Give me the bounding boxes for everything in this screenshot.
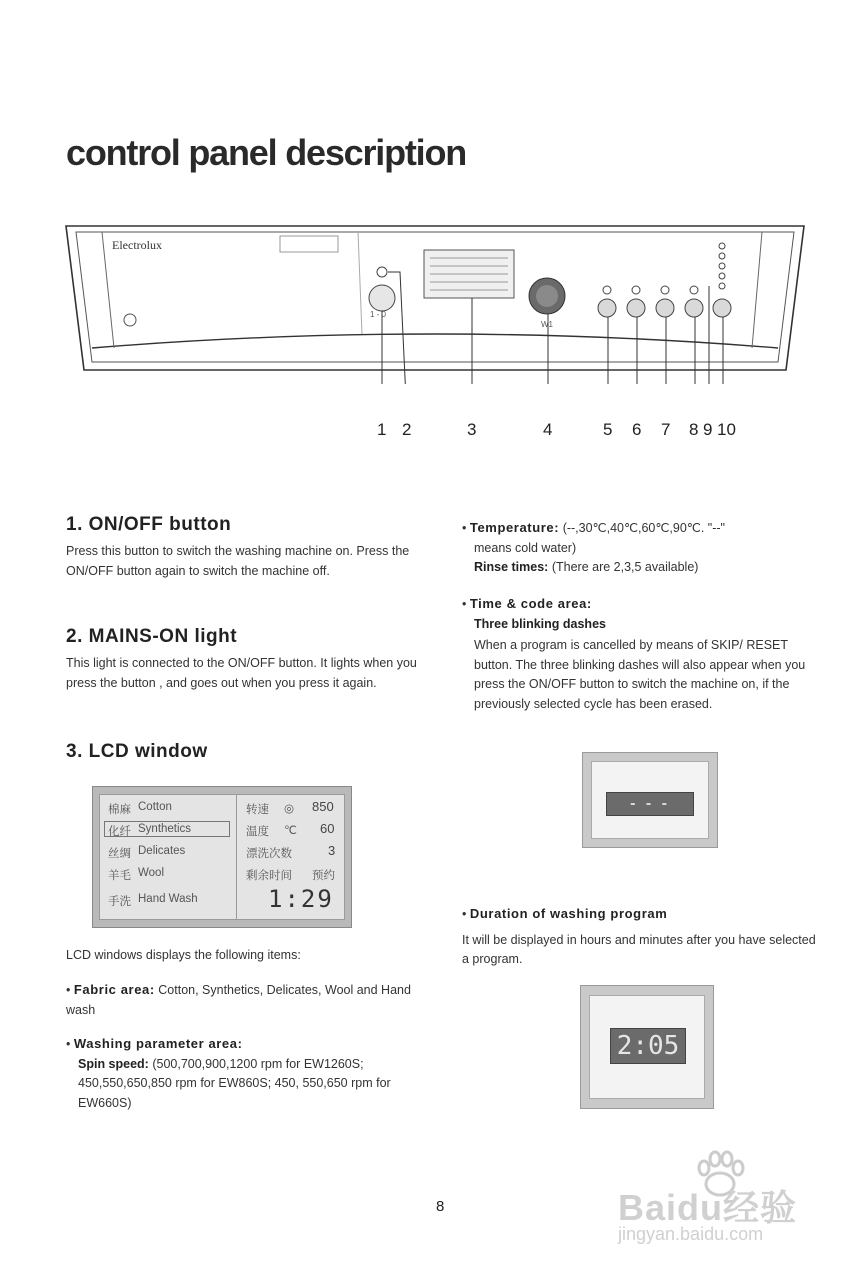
lcd-screen bbox=[99, 794, 345, 920]
bullet-icon: • bbox=[462, 597, 467, 611]
lcd-display-illustration bbox=[92, 786, 352, 928]
bullet-icon: • bbox=[462, 907, 467, 921]
callout-3: 3 bbox=[467, 420, 477, 439]
mains-heading: 2. MAINS-ON light bbox=[66, 626, 238, 647]
temperature-item: • Temperature: (--,30℃,40℃,60℃,90℃. "--" means cold water) Rinse times: (There are 2,3,5 available) bbox=[462, 520, 725, 574]
page-number: 8 bbox=[436, 1198, 445, 1215]
bullet-icon: • bbox=[462, 521, 467, 535]
section-lcd bbox=[66, 741, 428, 763]
knob-label: W1 bbox=[541, 320, 553, 329]
callout-10: 10 bbox=[717, 420, 736, 439]
brand-logo: Electrolux bbox=[112, 238, 162, 252]
bullet-icon: • bbox=[66, 1037, 71, 1051]
duration-display bbox=[580, 985, 714, 1109]
mains-text: This light is connected to the ON/OFF button. It lights when you press the button , and goes out when you press it again. bbox=[66, 656, 417, 690]
callout-6: 6 bbox=[632, 420, 642, 439]
lcd-intro: LCD windows displays the following items: bbox=[66, 948, 301, 962]
dashes-readout: - - - bbox=[606, 792, 694, 816]
lcd-row: 手洗 Hand Wash 1:29 bbox=[108, 885, 334, 913]
lcd-heading: 3. LCD window bbox=[66, 741, 208, 762]
fabric-area-item: • Fabric area: Cotton, Synthetics, Delicates, Wool and Hand wash bbox=[66, 982, 411, 1017]
callout-1: 1 bbox=[377, 420, 387, 439]
control-panel-drawing bbox=[62, 222, 808, 384]
lcd-row: 化纤 Synthetics 温度 ℃ 60 bbox=[100, 819, 344, 841]
watermark-url: jingyan.baidu.com bbox=[618, 1224, 764, 1244]
onoff-label: 1 - 0 bbox=[370, 310, 387, 319]
bullet-icon: • bbox=[66, 983, 71, 997]
washing-parameter-item: • Washing parameter area: Spin speed: (500,700,900,1200 rpm for EW1260S; 450,550,650,850 rpm for EW860S; 450, 550,650 rpm for EW660S) bbox=[66, 1036, 391, 1110]
onoff-text: Press this button to switch the washing machine on. Press the ON/OFF button again to switch the machine off. bbox=[66, 544, 410, 578]
page-title: control panel description bbox=[66, 132, 467, 173]
callout-2: 2 bbox=[402, 420, 412, 439]
lcd-time-readout: 1:29 bbox=[268, 885, 334, 913]
baidu-watermark bbox=[610, 1150, 840, 1250]
callout-9: 9 bbox=[703, 420, 713, 439]
control-panel-illustration bbox=[62, 222, 808, 384]
callout-7: 7 bbox=[661, 420, 671, 439]
duration-item: • Duration of washing program It will be displayed in hours and minutes after you have selected a program. bbox=[462, 906, 816, 966]
duration-readout: 2:05 bbox=[610, 1028, 686, 1064]
section-mains bbox=[66, 626, 428, 693]
time-code-item: • Time & code area: Three blinking dashes When a program is cancelled by means of SKIP/ RESET button. The three blinking dashes will also appear when you press the ON/OFF button to switch the machine on, if the previously selected cycle has been erased. bbox=[462, 596, 806, 711]
lcd-row: 丝绸 Delicates 漂洗次数 3 bbox=[108, 843, 336, 860]
lcd-row: 棉麻 Cotton 转速 ◎ 850 bbox=[108, 799, 334, 816]
lcd-row: 羊毛 Wool 剩余时间 预约 bbox=[108, 867, 335, 882]
callout-4: 4 bbox=[543, 420, 553, 439]
callout-5: 5 bbox=[603, 420, 613, 439]
section-onoff bbox=[66, 514, 428, 581]
blinking-dashes-display bbox=[582, 752, 718, 848]
onoff-heading: 1. ON/OFF button bbox=[66, 514, 232, 535]
callout-8: 8 bbox=[689, 420, 699, 439]
watermark-brand: Baidu经验 bbox=[618, 1187, 798, 1228]
